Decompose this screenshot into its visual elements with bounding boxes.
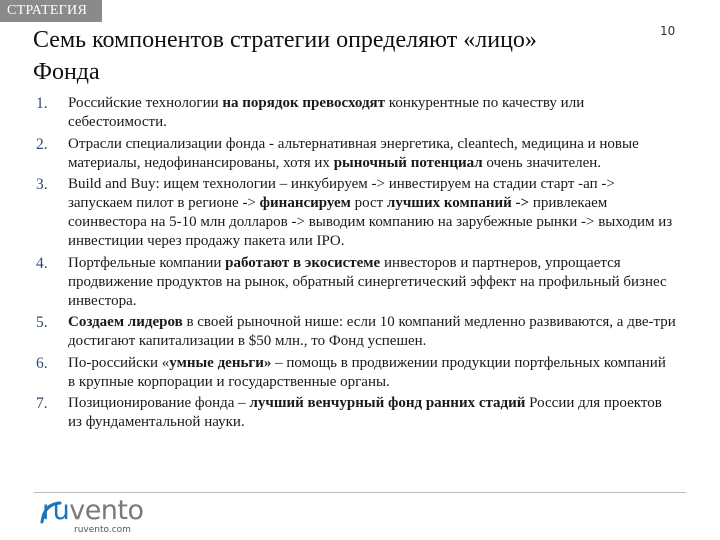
list-item-emphasis: на порядок превосходят [222,95,386,111]
list-item-number: 6. [36,354,48,372]
list-item-text: По-российски « [68,354,170,371]
logo-url: ruvento.com [74,525,131,535]
list-item-text: в своей рыночной нише: если 10 компаний медленно развиваются, а две-три достигают капитализации в $50 млн., то Фонд успешен. [68,314,676,349]
list-item-text: Отрасли специализации фонда - альтернативная энергетика, cleantech, медицина и новые материалы, недофинансированы, хотя их [68,135,639,171]
list-item-text: конкурентные по качеству или себестоимости. [68,95,585,130]
list-item-emphasis: умные деньги» [169,354,272,371]
logo-ru-text: ru [42,495,70,526]
footer-divider [34,492,686,493]
list-item-emphasis: Создаем лидеров [68,314,183,330]
list-item-text: Позиционирование фонда – [68,395,250,411]
logo-vento-text: vento [69,495,144,526]
list-item-text: Портфельные компании [68,254,226,271]
list-item-emphasis: лучший венчурный фонд ранних стадий [249,395,526,411]
list-item-text: инвесторов и партнеров, упрощается продвижение продуктов на рынок, обратный синергетический эффект на профильный бизнес инвестора. [68,254,667,309]
list-item-text: очень значителен. [482,154,602,171]
ruvento-logo[interactable] [38,495,158,538]
list-item [36,354,676,392]
list-item-number: 2. [36,135,48,153]
logo-wordmark [42,496,144,526]
list-item-number: 7. [36,395,48,412]
list-item [36,175,676,251]
section-tag: СТРАТЕГИЯ [0,0,102,22]
list-item-number: 1. [36,95,48,112]
list-item-number: 4. [36,254,48,272]
list-item [36,254,676,311]
list-item-emphasis: рыночный потенциал [333,154,483,171]
slide-title [33,24,613,88]
list-item-number: 3. [36,176,48,193]
slide-title-line-1: Семь компонентов стратегии определяют «лицо» [33,27,537,53]
list-item-text: России для проектов из фундаментальной науки. [68,395,662,430]
list-item-text: привлекаем соинвестора на 5-10 млн долларов -> выводим компанию на зарубежные рынки -> выходим из инвестиции через продажу пакета или IPO. [68,195,673,249]
list-item [36,94,676,132]
list-item [36,313,676,351]
list-item [36,135,676,173]
strategy-list [36,94,676,435]
list-item-emphasis: лучших компаний -> [386,195,530,211]
list-item-text: Build and Buy: ищем технологии – инкубируем -> инвестируем на стадии старт -ап -> запускаем пилот в регионе -> [68,176,615,211]
page-number: 10 [660,24,676,38]
list-item-text: рост [350,195,387,211]
slide-title-line-2: Фонда [33,59,100,85]
list-item-text: Российские технологии [68,95,223,111]
list-item [36,394,676,432]
list-item-number: 5. [36,314,48,331]
list-item-emphasis: работают в экосистеме [225,254,381,271]
list-item-emphasis: финансируем [259,195,351,211]
list-item-text: – помощь в продвижении продукции портфельных компаний в крупные корпорации и государственные органы. [68,354,666,390]
